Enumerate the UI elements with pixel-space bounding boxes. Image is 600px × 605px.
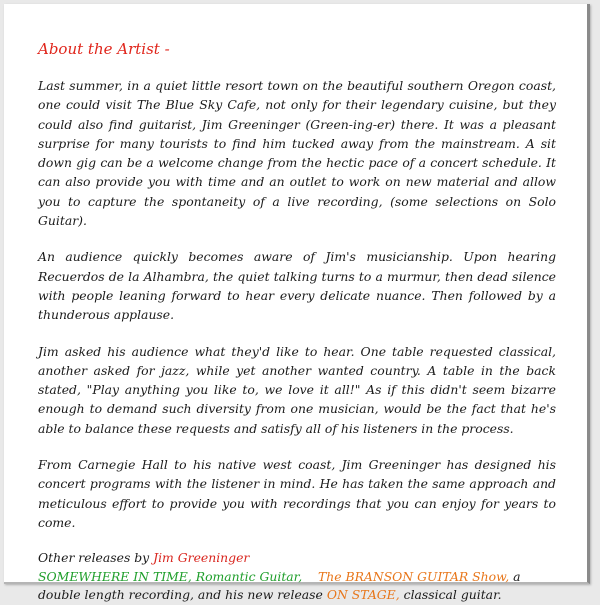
about-section — [38, 40, 556, 605]
album-branson-desc: a double length recording, and his new release — [38, 568, 521, 603]
paragraph-2: An audience quickly becomes aware of Jim's musicianship. Upon hearing Recuerdos de la Alhambra, the quiet talking turns to a murmur, then dead silence with people leaning forward to hear every delicate nuance. Then followed by a thunderous applause. — [38, 249, 556, 323]
album-somewhere-in-time-desc: Romantic Guitar, — [195, 568, 303, 584]
paragraph-1: Last summer, in a quiet little resort town on the beautiful southern Oregon coast, one could visit The Blue Sky Cafe, not only for their legendary cuisine, but they could also find guitarist, Jim Greeninger (Green-ing-er) there. It was a pleasant surprise for many tourists to find him tucked away from the mainstream. A sit down gig can be a welcome change from the hectic pace of a concert schedule. It can also provide you with time and an outlet to work on new material and allow you to capture the spontaneity of a live recording, (some selections on Solo Guitar). — [38, 78, 556, 229]
album-branson-guitar-show: The BRANSON GUITAR Show, — [317, 568, 510, 584]
album-on-stage-desc: classical guitar. — [403, 587, 502, 603]
artist-name: Jim Greeninger — [153, 550, 250, 566]
booklet-page — [4, 4, 590, 603]
paragraph-3: Jim asked his audience what they'd like to hear. One table requested classical, another asked for jazz, while yet another wanted country. A table in the back stated, "Play anything you like to, we love it all!" As if this didn't seem bizarre enough to demand such diversity from one musician, would be the fact that he's able to balance these requests and satisfy all of his listeners in the process. — [38, 343, 556, 436]
paragraph-4: From Carnegie Hall to his native west coast, Jim Greeninger has designed his concert programs with the listener in mind. He has taken the same approach and meticulous effort to provide you with recordings that you can enjoy for years to come. — [38, 457, 556, 530]
album-somewhere-in-time: SOMEWHERE IN TIME, — [38, 568, 192, 584]
album-on-stage: ON STAGE, — [326, 587, 400, 603]
other-releases — [38, 549, 556, 605]
section-heading: About the Artist - — [38, 40, 170, 58]
releases-intro: Other releases by — [38, 550, 150, 566]
